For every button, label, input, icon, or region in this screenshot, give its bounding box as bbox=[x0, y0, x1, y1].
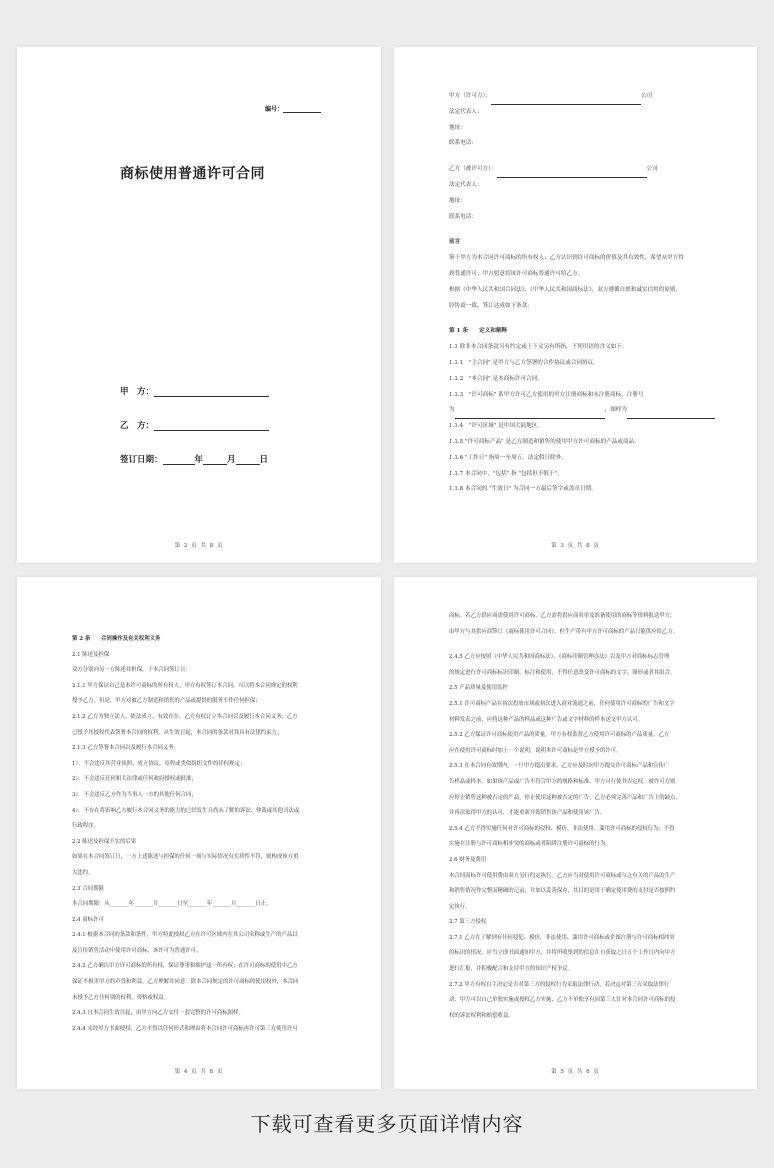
sign-date-label: 签订日期： bbox=[120, 455, 163, 465]
section-heading bbox=[72, 632, 372, 648]
line-text: 法定代表人： bbox=[449, 108, 483, 115]
line-text: 2.5 产品质量及使用监控 bbox=[449, 685, 508, 692]
text-line bbox=[449, 931, 749, 947]
text-line bbox=[72, 975, 372, 991]
line-text: 第 1 条 定义和解释 bbox=[449, 328, 508, 335]
text-line bbox=[449, 650, 749, 666]
line-text: 2.4.4 未经甲方书面授权，乙方不得以任何形式和理由将本合同许可商标再许可第三方使用许可 bbox=[72, 1025, 298, 1032]
line-text: 2.4.2 乙方确认甲方许可商标的所有权，保证尊重和维护这一所有权；在许可商标的使用中乙方 bbox=[72, 963, 298, 970]
line-text: 应停止销售这种被否定的产品，停止使用这种被否定的广告。乙方必须完善产品和广告上的缺点， bbox=[449, 794, 681, 801]
line-text: 4）．不存在将影响乙方履行本合同义务的能力的已经发生且尚未了解的诉讼、仲裁或其他司法或 bbox=[72, 807, 300, 814]
line-text: 甲方（许可方）： bbox=[449, 93, 491, 99]
line-text: 2.4.3 自本合同生效日起，由甲方向乙方交付一套完整的许可商标图样。 bbox=[72, 1010, 244, 1017]
paragraph-gap bbox=[449, 225, 749, 235]
text-line bbox=[449, 356, 749, 372]
line-text: 动，甲方可以自己单独实施或授权乙方实施，乙方不单独享有因第三人针对本合同许可商标的侵 bbox=[449, 997, 676, 1004]
text-line bbox=[449, 744, 749, 760]
contract-number-blank bbox=[283, 105, 321, 113]
paragraph-gap bbox=[449, 314, 749, 324]
line-text: 进行汇报，并积极配合和支持甲方的知识产权争议。 bbox=[449, 966, 573, 973]
line-text: 2.4.5 乙方应按照《中华人民共和国商标法》、《商标印制管理办法》以及甲方对商标标志管理 bbox=[449, 654, 670, 661]
text-line bbox=[449, 822, 749, 838]
line-text: 实施在注册与许可商标相冲突的商标或者陷阱注册许可商标的行为。 bbox=[449, 841, 611, 848]
text-line bbox=[449, 869, 749, 885]
text-line bbox=[449, 403, 749, 419]
text-line bbox=[72, 850, 372, 866]
month-label: 月 bbox=[227, 455, 236, 465]
line-text: 1）．不会违反其营业执照、成立协议、章程或类似组织文件的任何规定； bbox=[72, 760, 246, 767]
day-label: 日 bbox=[259, 455, 269, 465]
text-line bbox=[449, 194, 749, 210]
text-line bbox=[449, 806, 749, 822]
text-line bbox=[449, 162, 749, 178]
line-text: 权的诉讼权利和赔偿收益。 bbox=[449, 1012, 514, 1019]
text-line bbox=[449, 609, 749, 625]
line-text: 告样品或样本。如果该产品或广告不符合甲方的规格和标准，甲方可行使其否定权。被许可方则 bbox=[449, 778, 676, 785]
document-page-cover bbox=[17, 47, 381, 563]
line-text: 经协商一致，签订达成如下条款： bbox=[449, 302, 533, 309]
text-line bbox=[449, 853, 749, 869]
text-line bbox=[72, 959, 372, 975]
text-line bbox=[449, 372, 749, 388]
text-line bbox=[449, 388, 749, 404]
party-b-field bbox=[120, 419, 269, 431]
line-text: 2.7.1 乙方在了解到有任何侵犯、模仿、非法使用、滥用许可商标或企图注册与许可商标相冲突 bbox=[449, 934, 675, 941]
line-text: 的规定进行许可商标标识印制、标注和使用，不得任意改变许可商标的文字、图形或者其组合。 bbox=[449, 669, 676, 676]
page-footer: 第 2 页 共 8 页 bbox=[174, 543, 224, 549]
line-text: 为 bbox=[449, 407, 455, 414]
text-line bbox=[72, 866, 372, 882]
line-text: 2）．不会违反任何相关法律或任何政府授权或批准； bbox=[72, 776, 197, 783]
line-text: 2.1.2 乙方为独立法人，依法成立、有效存在，乙方有权订立本合同以及履行本合同义务；乙方 bbox=[72, 713, 298, 720]
line-text: 2.5.4 乙方不得实施任何对许可商标的侵权、模仿、非法使用、滥用许可商标的侵权行为；不得 bbox=[449, 825, 675, 832]
text-line bbox=[449, 121, 749, 137]
line-text: 双方分别向另一方陈述并担保，于本合同签订日： bbox=[72, 667, 191, 674]
text-line bbox=[449, 267, 749, 283]
party-b-blank bbox=[154, 421, 269, 431]
party-a-label: 甲 方： bbox=[120, 387, 155, 397]
line-suffix: 公司 bbox=[646, 166, 658, 173]
line-text: 和销售情况作完整而精确的记录，并加以妥善保存，其目的是用于确定使用费的支付是否按照约 bbox=[449, 888, 676, 895]
contract-title: 商标使用普通许可合同 bbox=[120, 166, 265, 182]
text-line bbox=[72, 835, 372, 851]
text-line bbox=[72, 663, 372, 679]
text-line bbox=[449, 419, 749, 435]
document-page-2 bbox=[394, 47, 757, 563]
text-line bbox=[72, 710, 372, 726]
line-text: 行政程序。 bbox=[72, 823, 99, 830]
line-text: 材料发表之前，应将这种产品的样品或这种广告或文字材料的样本送交甲方认可。 bbox=[449, 716, 644, 723]
section-heading bbox=[449, 235, 749, 251]
line-text: 1.1.8 本合同的 "生效日" 为合同一方最后签字或盖章日期。 bbox=[449, 486, 597, 493]
line-text: 1.1 除非本合同条款另有约定或上下文另有所指，下列用语的含义如下： bbox=[449, 344, 628, 351]
line-text: 联系电话： bbox=[449, 213, 477, 220]
line-text: 本合同期限：从_______年_______月_______日至_______年_______月_______日止。 bbox=[72, 901, 272, 908]
text-line bbox=[449, 178, 749, 194]
line-text: 2.1.3 乙方签署本合同以及履行本合同义务： bbox=[72, 745, 180, 752]
text-line bbox=[72, 741, 372, 757]
line-text: 定执行。 bbox=[449, 903, 471, 910]
text-line bbox=[72, 694, 372, 710]
text-line bbox=[449, 136, 749, 152]
line-text: 商标。若乙方供应商需使用许可商标，乙方需将供应商名单及准备使用的商标等资料报送甲方， bbox=[449, 613, 676, 619]
line-text: 1.1.4 "许可区域" 是中国大陆地区。 bbox=[449, 423, 543, 430]
page-footer: 第 3 页 共 8 页 bbox=[551, 543, 600, 549]
text-line bbox=[72, 788, 372, 804]
contract-number-field bbox=[265, 104, 321, 113]
text-line bbox=[72, 1006, 372, 1022]
text-line bbox=[449, 837, 749, 853]
line-text: 2.6 财务及费用 bbox=[449, 856, 487, 863]
line-text: 1.1.6 "工作日" 指周一至周五，法定假日除外。 bbox=[449, 454, 568, 461]
line-text: 2.5.2 乙方保证许可商标使用产品的质量，甲方有权监督乙方使用许可商标的产品质量。乙方 bbox=[449, 732, 670, 739]
month-blank bbox=[203, 455, 227, 465]
text-line bbox=[449, 625, 749, 641]
line-text: 2.4.1 根据本合同的条款和条件，甲方特此授权乙方在许可区域内在其公司名称或生产的产品以 bbox=[72, 932, 298, 939]
day-blank bbox=[236, 455, 260, 465]
line-text: 及宣传销售活动中使用许可商标，该许可为普通许可。 bbox=[72, 947, 202, 954]
text-line bbox=[72, 897, 372, 913]
line-text: 如果在本合同签订日，一方上述陈述与担保的任何一项与实际情况有实质性不符，则构成该方重 bbox=[72, 854, 299, 861]
text-line bbox=[449, 993, 749, 1009]
text-line bbox=[72, 944, 372, 960]
line-text: 授予乙方。但是，甲方对被乙方制造和销售的产品或提供的服务不作任何担保； bbox=[72, 698, 261, 705]
text-line bbox=[72, 1022, 372, 1038]
text-line bbox=[72, 882, 372, 898]
page-body bbox=[72, 632, 372, 1037]
line-text: 3）．不会违反乙方作为当事人一方的其他任何合同； bbox=[72, 791, 197, 798]
line-text: 2.7 第三方侵权 bbox=[449, 919, 487, 926]
line-text: 1.1.5 "许可商标产品" 是乙方制造和销售的使用甲方许可商标的产品或商品。 bbox=[449, 438, 640, 445]
line-text: 联系电话： bbox=[449, 140, 477, 147]
line-text: 法定代表人： bbox=[449, 181, 483, 188]
text-line bbox=[449, 915, 749, 931]
text-line bbox=[449, 299, 749, 315]
text-line bbox=[449, 713, 749, 729]
text-line bbox=[449, 791, 749, 807]
line-text: 2.3 合同期限 bbox=[72, 885, 104, 892]
page-body bbox=[449, 89, 749, 498]
line-text: 第 2 条 合同操作及有关权利义务 bbox=[72, 636, 161, 642]
line-text: 2.4 商标许可 bbox=[72, 916, 104, 923]
document-page-4 bbox=[394, 577, 757, 1089]
text-line bbox=[72, 913, 372, 929]
text-line bbox=[449, 900, 749, 916]
line-text: 1.1.7 本合同中，"包括" 指 "包括但不限于"。 bbox=[449, 470, 563, 477]
text-line bbox=[449, 946, 749, 962]
text-line bbox=[449, 759, 749, 775]
sign-date-field bbox=[120, 453, 268, 465]
text-line bbox=[449, 962, 749, 978]
text-line bbox=[449, 283, 749, 299]
text-line bbox=[449, 681, 749, 697]
section-heading bbox=[449, 324, 749, 340]
line-text: 1.1.1 "主合同" 是甲方与乙方签署的合作协议或合同协议。 bbox=[449, 359, 599, 366]
page-footer: 第 5 页 共 8 页 bbox=[551, 1069, 600, 1075]
line-text: 由甲方与其供应商签订《商标使用许可合同》，但生产带有甲方许可商标的产品只能供应给乙方。 bbox=[449, 628, 679, 635]
line-text: 2.2 陈述及担保不实的后果 bbox=[72, 838, 137, 845]
line-text: 前言 bbox=[449, 239, 461, 246]
text-line bbox=[449, 435, 749, 451]
text-line bbox=[449, 1009, 749, 1025]
party-b-label: 乙 方： bbox=[120, 421, 155, 431]
line-text: 大违约。 bbox=[72, 869, 94, 876]
line-text: 到普通许可；甲方愿意将该许可商标普通许可给乙方。 bbox=[449, 270, 584, 277]
line-text: 1.1.3 "许可商标" 系甲方许可乙方使用的甲方注册商标和未注册商标，注册号 bbox=[449, 391, 644, 398]
text-line bbox=[449, 89, 749, 105]
line-text: 保证不损害甲方的声誉和利益，乙方理解并同意：除本合同规定的许可商标的使用权外，本合同 bbox=[72, 979, 299, 986]
line-text: 乙方（被许可方）： bbox=[449, 166, 497, 173]
fill-in-blank bbox=[455, 411, 605, 419]
document-page-3 bbox=[17, 577, 381, 1089]
text-line bbox=[72, 726, 372, 742]
line-text: 并再次取得甲方的认可，才能重新开始销售该产品和使用该广告。 bbox=[449, 810, 606, 817]
line-text: 鉴于甲方为本合同许可商标的所有权人；乙方认识到许可商标的价值及其有效性，希望从甲方得 bbox=[449, 255, 684, 262]
fill-in-blank bbox=[491, 97, 641, 105]
text-line bbox=[449, 482, 749, 498]
line-text: 2.1.1 甲方保证自己是本许可商标的所有权人，甲方有权签订本合同，可以将本合同规定的权利 bbox=[72, 682, 298, 689]
line-text: 2.5.1 许可商标产品在初次投放市场或初次进入商业流通之前，任何使用许可商标的广告和文字 bbox=[449, 700, 675, 707]
text-line bbox=[72, 648, 372, 664]
text-line bbox=[449, 105, 749, 121]
line-text: 2.1 陈述及担保 bbox=[72, 651, 110, 658]
page-body bbox=[449, 609, 749, 1024]
text-line bbox=[449, 775, 749, 791]
line-suffix: 公司 bbox=[640, 93, 653, 99]
fill-in-blank bbox=[627, 411, 715, 419]
line-text: 2.5.3 在本合同有效期内，一旦甲方提出要求，乙方应及时向甲方提交许可商标产品和宣传广 bbox=[449, 763, 670, 770]
text-line bbox=[72, 819, 372, 835]
party-a-field bbox=[120, 385, 269, 397]
text-line bbox=[72, 757, 372, 773]
text-line bbox=[449, 978, 749, 994]
text-line bbox=[449, 697, 749, 713]
download-more-caption[interactable]: 下载可查看更多页面详情内容 bbox=[250, 1112, 524, 1136]
party-a-blank bbox=[154, 387, 269, 397]
text-line bbox=[449, 451, 749, 467]
line-text: 根据《中华人民共和国合同法》、《中华人民共和国商标法》，双方遵循自愿和诚实信用的原则， bbox=[449, 286, 682, 293]
line-text: 地址： bbox=[449, 124, 466, 131]
line-text: 1.1.2 "本合同" 是本商标许可合同。 bbox=[449, 375, 543, 382]
text-line bbox=[449, 251, 749, 267]
text-line bbox=[449, 884, 749, 900]
line-text: 地址： bbox=[449, 197, 466, 204]
line-text: 已授予其授权代表签署本合同的权利，从生效日起，本合同的条款对其具有法律约束力； bbox=[72, 729, 283, 736]
year-blank bbox=[163, 455, 195, 465]
text-line bbox=[449, 666, 749, 682]
page-footer: 第 4 页 共 8 页 bbox=[174, 1069, 224, 1075]
text-line bbox=[449, 210, 749, 226]
year-label: 年 bbox=[194, 455, 204, 465]
line-text: 本合同商标许可使用费由双方另行约定执行。乙方应当对使用许可商标或与之有关的产品的生产 bbox=[449, 872, 676, 879]
line-text: 的标识的情况，应当立即书面通知甲方，并将所收集到的信息在自获取之日五个工作日内向甲方 bbox=[449, 950, 676, 957]
line-text: 2.7.2 甲方有权自主决定是否对第三方的侵权行为采取法律行动，若决定对第三方采取法律行 bbox=[449, 981, 670, 988]
fill-in-blank bbox=[497, 170, 647, 178]
text-line bbox=[449, 340, 749, 356]
line-text: 应在使用许可商标时加上一个说明，说明本许可商标是甲方授予的许可。 bbox=[449, 747, 622, 754]
line-text: 未授予乙方任何别的权利，资格或权益。 bbox=[72, 994, 170, 1001]
paragraph-gap bbox=[449, 640, 749, 650]
text-line bbox=[72, 804, 372, 820]
text-line bbox=[449, 728, 749, 744]
text-line bbox=[449, 467, 749, 483]
contract-number-label: 编号： bbox=[265, 106, 284, 113]
text-line bbox=[72, 679, 372, 695]
text-line bbox=[72, 991, 372, 1007]
text-line bbox=[72, 928, 372, 944]
line-suffix: ，图样为 bbox=[604, 407, 627, 414]
text-line bbox=[72, 772, 372, 788]
paragraph-gap bbox=[449, 152, 749, 162]
